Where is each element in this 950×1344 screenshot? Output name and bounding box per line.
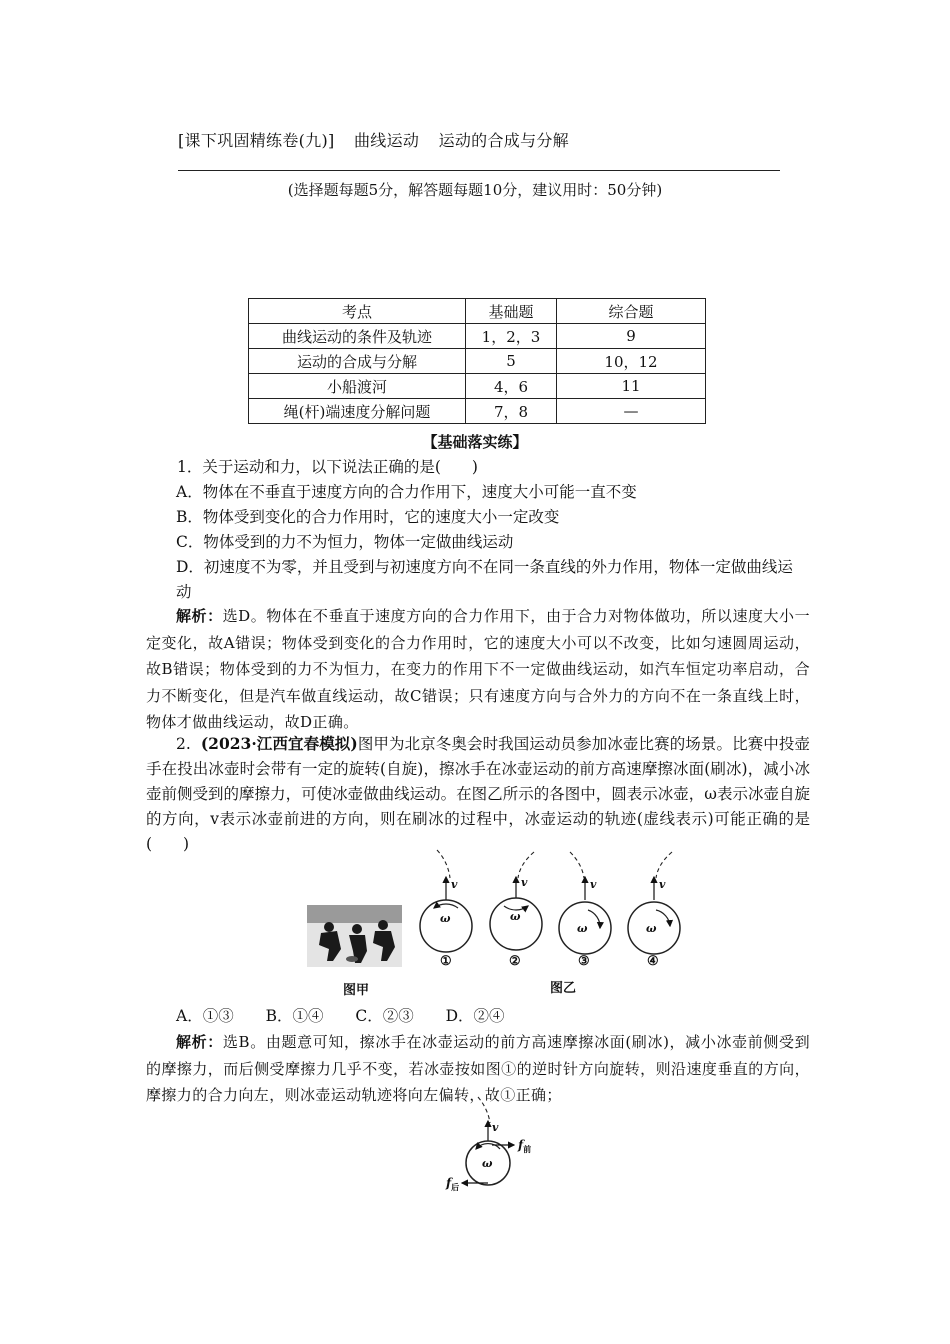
table-header: 基础题 <box>466 299 557 324</box>
table-row <box>249 374 706 399</box>
table-cell: 5 <box>466 349 557 374</box>
title-rule <box>178 170 780 171</box>
circle-num-1: ① <box>440 954 452 969</box>
curling-photo <box>307 905 402 967</box>
table-header: 考点 <box>249 299 466 324</box>
q2-stem <box>146 731 810 857</box>
q1-option-b: B．物体受到变化的合力作用时，它的速度大小一定改变 <box>176 508 560 526</box>
q1-option-c: C．物体受到的力不为恒力，物体一定做曲线运动 <box>176 533 514 551</box>
circle-num-2: ② <box>509 954 521 969</box>
omega-label: ω <box>440 912 451 925</box>
v-label: v <box>492 1121 499 1134</box>
q1-option-a: A．物体在不垂直于速度方向的合力作用下，速度大小可能一直不变 <box>176 483 637 501</box>
v-label: v <box>590 878 597 891</box>
q2-figures <box>300 848 700 998</box>
table-cell: 11 <box>557 374 706 399</box>
analysis-label: 解析： <box>176 1033 223 1051</box>
diagram-4 <box>628 852 680 954</box>
curling-diagrams <box>410 848 700 968</box>
q1-stem: 1．关于运动和力，以下说法正确的是( ) <box>177 458 478 476</box>
table-row <box>249 399 706 424</box>
table-cell: 绳(杆)端速度分解问题 <box>249 399 466 424</box>
analysis-text: 选D。物体在不垂直于速度方向的合力作用下，由于合力对物体做功，所以速度大小一定变化，故A错误；物体受到变化的合力作用时，它的速度大小可以不改变，比如匀速圆周运动，故B错误；物体受到的力不为恒力，在变力的作用下不一定做曲线运动，如汽车恒定功率启动，合力不断变化，但是汽车做直线运动，故C错误；只有速度方向与合外力的方向不在一条直线上时，物体才做曲线运动，故D正确。 <box>146 607 811 731</box>
omega-label: ω <box>482 1157 493 1170</box>
table-cell: 运动的合成与分解 <box>249 349 466 374</box>
table-header-row <box>249 299 706 324</box>
front-subscript: 前 <box>523 1144 532 1154</box>
table-cell: 10，12 <box>557 349 706 374</box>
fig-jia-caption: 图甲 <box>343 983 370 998</box>
f-symbol: f <box>446 1176 452 1190</box>
q2-stem-text: 图甲为北京冬奥会时我国运动员参加冰壶比赛的场景。比赛中投壶手在投出冰壶时会带有一定的旋转(自旋)，擦冰手在冰壶运动的前方高速摩擦冰面(刷冰)，减小冰壶前侧受到的摩擦力，可使冰壶做曲线运动。在图乙所示的各图中，圆表示冰壶，ω表示冰壶自旋的方向，v表示冰壶前进的方向，则在刷冰的过程中，冰壶运动的轨迹(虚线表示)可能正确的是( ) <box>146 735 810 853</box>
table-cell: 曲线运动的条件及轨迹 <box>249 324 466 349</box>
section-title: 【基础落实练】 <box>422 433 528 451</box>
q1-option-d: D．初速度不为零，并且受到与初速度方向不在同一条直线的外力作用，物体一定做曲线运动 <box>176 558 793 601</box>
v-label: v <box>451 878 458 891</box>
topic-table <box>248 298 706 424</box>
analysis-label: 解析： <box>176 607 223 625</box>
title-part-c: 运动的合成与分解 <box>438 131 569 150</box>
back-subscript: 后 <box>451 1182 460 1192</box>
omega-label: ω <box>577 922 588 935</box>
table-cell: 小船渡河 <box>249 374 466 399</box>
omega-label: ω <box>510 910 521 923</box>
table-row <box>249 324 706 349</box>
force-diagram <box>440 1095 550 1195</box>
v-label: v <box>659 878 666 891</box>
f-front-label <box>517 1138 531 1154</box>
diagram-1 <box>420 850 472 952</box>
table-cell: 4，6 <box>466 374 557 399</box>
table-cell: — <box>557 399 706 424</box>
page-title <box>178 128 569 151</box>
circle-num-3: ③ <box>578 954 590 969</box>
diagram-3 <box>559 852 611 954</box>
subtitle: (选择题每题5分，解答题每题10分，建议用时：50分钟) <box>287 181 663 199</box>
q2-option-b: B．①④ <box>265 1007 324 1025</box>
analysis-text: 选B。由题意可知，擦冰手在冰壶运动的前方高速摩擦冰面(刷冰)，减小冰壶前侧受到的摩擦力，而后侧受摩擦力几乎不变，若冰壶按如图①的逆时针方向旋转，则沿速度垂直的方向，摩擦力的合力向左，则冰壶运动轨迹将向左偏转，故①正确； <box>146 1033 810 1104</box>
q2-option-c: C．②③ <box>355 1007 414 1025</box>
q2-option-d: D．②④ <box>445 1007 505 1025</box>
omega-label: ω <box>646 922 657 935</box>
table-cell: 9 <box>557 324 706 349</box>
f-symbol: f <box>518 1138 524 1152</box>
table-row <box>249 349 706 374</box>
q2-options <box>176 1004 808 1029</box>
circle-num-4: ④ <box>647 954 659 969</box>
diagram-2 <box>490 852 542 950</box>
table-header: 综合题 <box>557 299 706 324</box>
title-part-b: 曲线运动 <box>353 131 420 150</box>
table-cell: 7，8 <box>466 399 557 424</box>
v-label: v <box>521 876 528 889</box>
q2-source: (2023·江西宜春模拟) <box>200 734 358 753</box>
f-back-label <box>445 1176 459 1192</box>
q1-analysis <box>146 603 810 736</box>
q2-option-a: A．①③ <box>176 1007 234 1025</box>
title-part-a: [课下巩固精练卷(九)] <box>178 131 335 150</box>
fig-yi-caption: 图乙 <box>550 981 577 996</box>
q2-number: 2. <box>176 735 191 753</box>
table-cell: 1，2，3 <box>466 324 557 349</box>
